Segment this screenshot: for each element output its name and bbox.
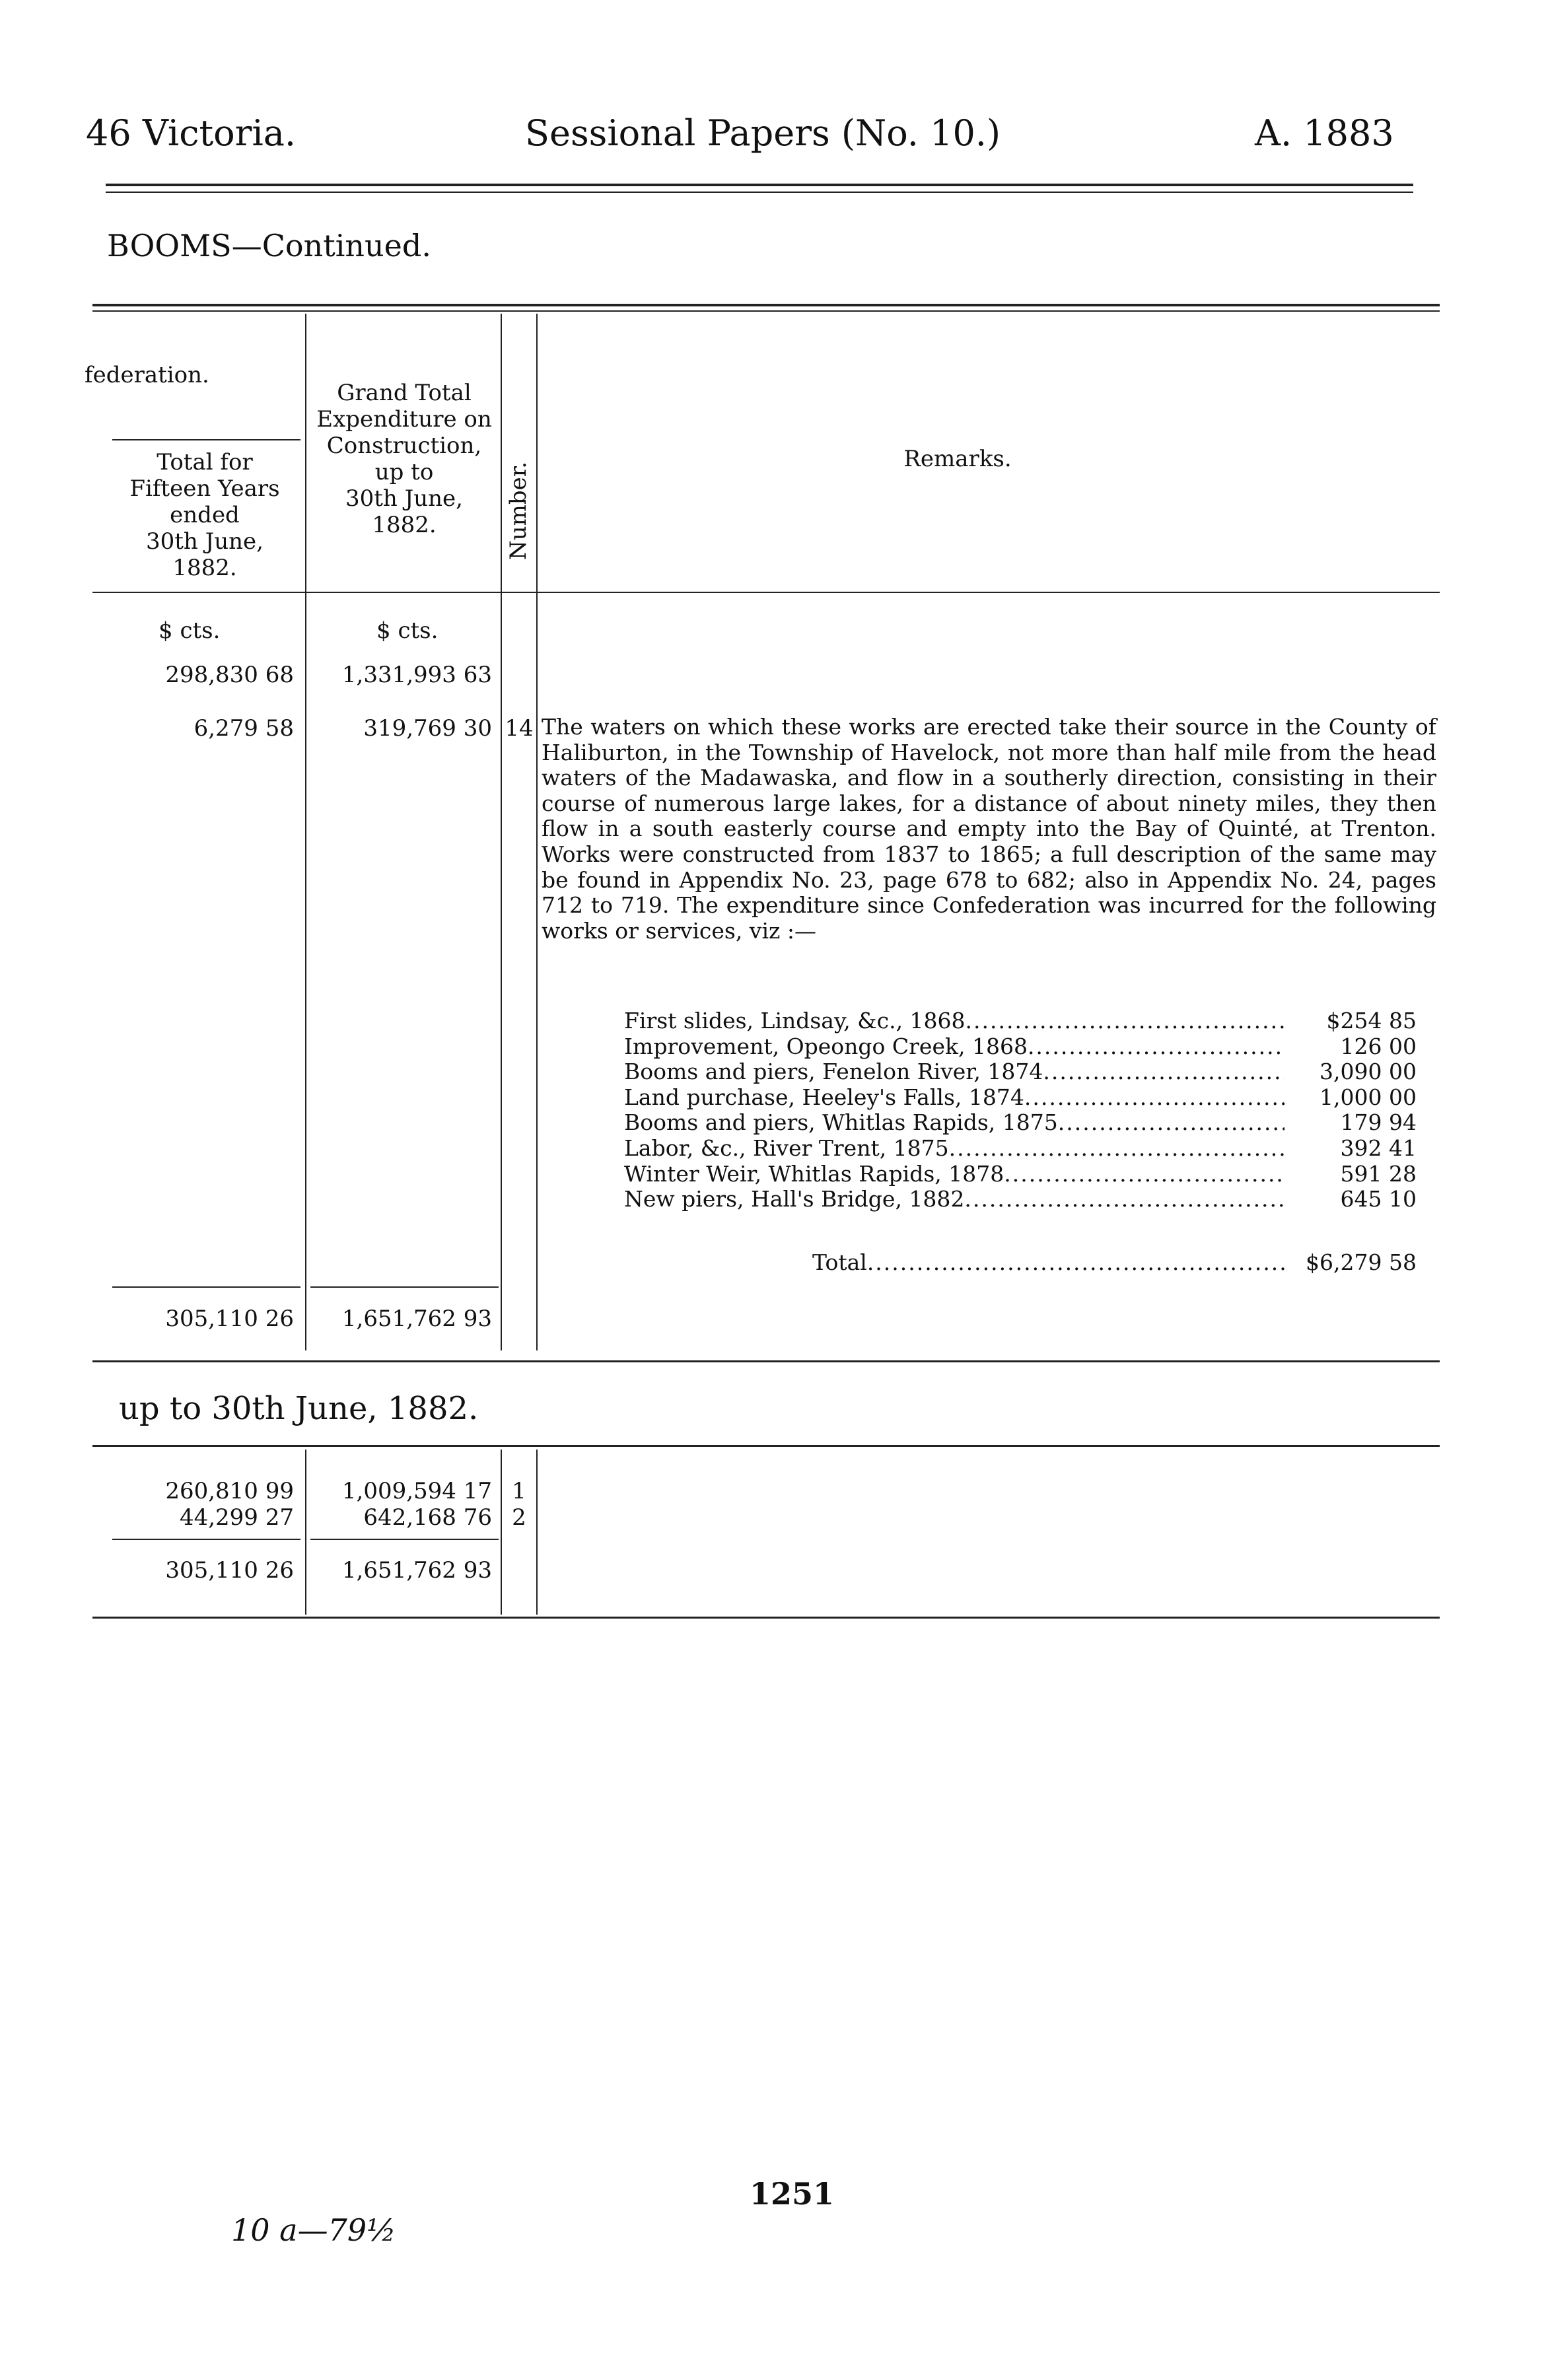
row2-number: 14 bbox=[505, 715, 534, 742]
works-total: Total ..... $6,279 58 bbox=[812, 1250, 1417, 1276]
work-item: Land purchase, Heeley's Falls, 1874 ..... 1,000 00 bbox=[624, 1085, 1417, 1111]
work-item: New piers, Hall's Bridge, 1882 ..... 645 10 bbox=[624, 1187, 1417, 1212]
header-right: A. 1883 bbox=[1255, 112, 1394, 154]
col-divider-1 bbox=[305, 314, 306, 1350]
works-list bbox=[624, 1008, 1417, 1212]
work-item: Booms and piers, Whitlas Rapids, 1875 ..... 179 94 bbox=[624, 1110, 1417, 1136]
work-item: Improvement, Opeongo Creek, 1868 ..... 126 00 bbox=[624, 1034, 1417, 1060]
table-top-rule-2 bbox=[92, 310, 1440, 312]
header-bottom-rule bbox=[92, 592, 1440, 593]
summary-total-col2: 1,651,762 93 bbox=[341, 1557, 492, 1584]
col2-units: $ cts. bbox=[376, 617, 439, 644]
row2-col1: 6,279 58 bbox=[194, 715, 294, 742]
col1-total-rule bbox=[112, 1286, 300, 1288]
summary-row1-col2: 1,009,594 17 bbox=[341, 1478, 492, 1504]
remarks-heading: Remarks. bbox=[903, 446, 1012, 472]
col1-heading: Total for Fifteen Years ended 30th June, 1882. bbox=[129, 449, 280, 581]
summary-row2-number: 2 bbox=[512, 1504, 526, 1531]
page-number: 1251 bbox=[750, 2176, 835, 2212]
footer-signature: 10 a—79½ bbox=[231, 2212, 396, 2248]
summary-row1-col1: 260,810 99 bbox=[165, 1478, 294, 1504]
header-rule-top bbox=[106, 184, 1413, 186]
row2-remarks: The waters on which these works are erected take their source in the County of Haliburton, in the Township of Havelock, not more than half mile from the head waters of the Madawaska, and flow in a southerly direction, consisting in their course of numerous large lakes, for a distance of about ninety miles, they then flow in a south easterly course and empty into the Bay of Quinté, at Trenton. Works were constructed from 1837 to 1865; a full description of the same may be found in Appendix No. 23, page 678 to 682; also in Appendix No. 24, pages 712 to 719. The expenditure since Confederation was incurred for the following works or services, viz :— bbox=[542, 714, 1436, 944]
section-title: BOOMS—Continued. bbox=[107, 228, 431, 263]
summary-col-divider-2 bbox=[501, 1450, 502, 1615]
total-col2: 1,651,762 93 bbox=[341, 1306, 492, 1332]
summary-total-col1: 305,110 26 bbox=[165, 1557, 294, 1584]
col2-total-rule bbox=[310, 1286, 499, 1288]
row2-col2: 319,769 30 bbox=[363, 715, 492, 742]
total-col1: 305,110 26 bbox=[165, 1306, 294, 1332]
summary-col-divider-3 bbox=[536, 1450, 538, 1615]
table-top-rule bbox=[92, 304, 1440, 306]
work-item: Booms and piers, Fenelon River, 1874 ..... 3,090 00 bbox=[624, 1059, 1417, 1085]
summary-bottom-rule bbox=[92, 1617, 1440, 1619]
summary-title: up to 30th June, 1882. bbox=[119, 1390, 479, 1427]
table-bottom-rule bbox=[92, 1360, 1440, 1362]
row1-col1: 298,830 68 bbox=[165, 662, 294, 688]
col1-units: $ cts. bbox=[158, 617, 221, 644]
header-rule-bottom bbox=[106, 192, 1413, 193]
col-divider-3 bbox=[536, 314, 538, 1350]
header-left: 46 Victoria. bbox=[86, 112, 297, 154]
header-center: Sessional Papers (No. 10.) bbox=[525, 112, 1001, 154]
col2-heading: Grand Total Expenditure on Construction, up to 30th June, 1882. bbox=[316, 380, 492, 538]
summary-top-rule bbox=[92, 1445, 1440, 1447]
col1-group-heading: federation. bbox=[85, 362, 209, 388]
row1-col2: 1,331,993 63 bbox=[341, 662, 492, 688]
summary-row2-col1: 44,299 27 bbox=[179, 1504, 294, 1531]
col-divider-2 bbox=[501, 314, 502, 1350]
number-heading: Number. bbox=[505, 461, 532, 560]
work-item: Winter Weir, Whitlas Rapids, 1878 ..... 591 28 bbox=[624, 1162, 1417, 1187]
work-item: Labor, &c., River Trent, 1875 ..... 392 41 bbox=[624, 1136, 1417, 1162]
summary-col-divider-1 bbox=[305, 1450, 306, 1615]
summary-row1-number: 1 bbox=[512, 1478, 526, 1504]
col1-group-rule bbox=[112, 439, 300, 440]
work-item: First slides, Lindsay, &c., 1868 ..... $254 85 bbox=[624, 1008, 1417, 1034]
summary-col2-total-rule bbox=[310, 1539, 499, 1540]
summary-row2-col2: 642,168 76 bbox=[363, 1504, 492, 1531]
summary-col1-total-rule bbox=[112, 1539, 300, 1540]
